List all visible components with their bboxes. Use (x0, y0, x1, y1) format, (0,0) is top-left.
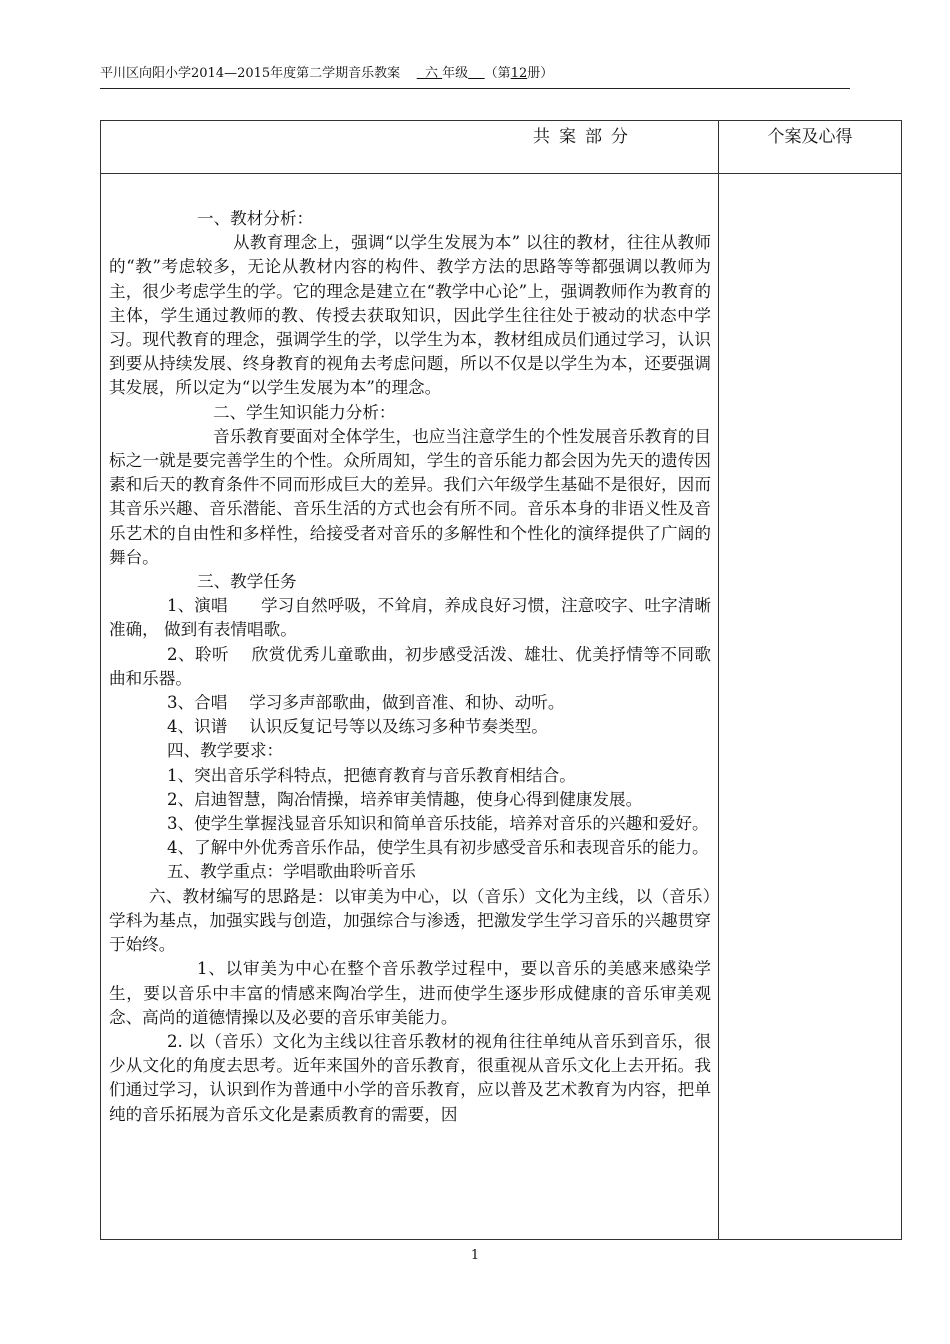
list-item: 4、了解中外优秀音乐作品，使学生具有初步感受音乐和表现音乐的能力。 (167, 838, 709, 858)
column-divider (718, 121, 719, 1239)
section-heading: 五、教学重点：学唱歌曲聆听音乐 (167, 862, 416, 882)
header-grade-label: 年级 (442, 66, 469, 81)
paragraph: 1、以审美为中心在整个音乐教学过程中，要以音乐的美感来感染学生，要以音乐中丰富的情感来陶冶学生，进而使学生逐步形成健康的音乐审美观念、高尚的道德情操以及必要的音乐审美能力。 (109, 959, 711, 1027)
list-item: 2、聆听 欣赏优秀儿童歌曲，初步感受活泼、雄壮、优美抒情等不同歌曲和乐器。 (109, 644, 711, 688)
section-heading: 三、教学任务 (197, 572, 297, 592)
personal-notes-header: 个案及心得 (767, 127, 853, 147)
paragraph: 从教育理念上，强调“以学生发展为本” 以往的教材，往往从教师的“教”考虑较多，无论从教材内容的构件、教学方法的思路等等都强调以教师为主，很少考虑学生的学。它的理念是建立在“教学中心论”上，强调教师作为教育的主体，学生通过教师的教、传授去获取知识，因此学生往往处于被动的状态中学习。现代教育的理念，强调学生的学，以学生为本，教材组成员们通过学习，认识到要从持续发展、终身教育的视角去考虑问题，所以不仅是以学生为本，还要强调其发展，所以定为“以学生发展为本”的理念。 (109, 233, 711, 398)
paragraph: 六、教材编写的思路是：以审美为中心，以（音乐）文化为主线，以（音乐）学科为基点，加强实践与创造，加强综合与渗透，把激发学生学习音乐的兴趣贯穿于始终。 (109, 886, 711, 955)
list-item: 4、识谱 认识反复记号等以及练习多种节奏类型。 (167, 717, 548, 737)
section-heading: 四、教学要求： (167, 741, 284, 761)
list-item: 3、使学生掌握浅显音乐知识和简单音乐技能，培养对音乐的兴趣和爱好。 (167, 814, 709, 834)
header-row-divider (101, 173, 901, 174)
section-heading: 二、学生知识能力分析： (213, 402, 396, 422)
header-volume-suffix: 册） (527, 66, 554, 81)
page-number: 1 (470, 1248, 480, 1263)
list-item: 1、演唱 学习自然呼吸，不耸肩，养成良好习惯，注意咬字、吐字清晰准确， 做到有表情唱歌。 (109, 596, 711, 640)
shared-plan-header-cell (101, 121, 718, 173)
list-item: 3、合唱 学习多声部歌曲，做到音准、和协、动听。 (167, 693, 565, 713)
shared-plan-header: 共案部分 (533, 127, 637, 147)
header-volume-prefix: （第 (484, 66, 511, 81)
lesson-plan-table (100, 120, 902, 1240)
header-volume-value: 12 (510, 66, 528, 81)
header-grade-value: 六 (424, 66, 438, 81)
section-heading: 一、教材分析： (197, 209, 314, 228)
list-item: 2、启迪智慧，陶冶情操，培养审美情趣，使身心得到健康发展。 (167, 789, 643, 809)
shared-plan-content (109, 207, 711, 1127)
paragraph: 音乐教育要面对全体学生，也应当注意学生的个性发展音乐教育的目标之一就是要完善学生的个性。众所周知，学生的音乐能力都会因为先天的遗传因素和后天的教育条件不同而形成巨大的差异。我们六年级学生基础不是很好，因而其音乐兴趣、音乐潜能、音乐生活的方式也会有所不同。音乐本身的非语义性及音乐艺术的自由性和多样性，给接受者对音乐的多解性和个性化的演绎提供了广阔的舞台。 (109, 426, 711, 567)
paragraph: 2. 以（音乐）文化为主线以往音乐教材的视角往往单纯从音乐到音乐，很少从文化的角度去思考。近年来国外的音乐教育，很重视从音乐文化上去开拓。我们通过学习，认识到作为普通中小学的音乐教育，应以普及艺术教育为内容，把单纯的音乐拓展为音乐文化是素质教育的需要，因 (109, 1031, 711, 1124)
page-header (100, 64, 850, 89)
header-school-title: 平川区向阳小学2014—2015年度第二学期音乐教案 (100, 66, 401, 81)
list-item: 1、突出音乐学科特点，把德育教育与音乐教育相结合。 (167, 765, 576, 785)
